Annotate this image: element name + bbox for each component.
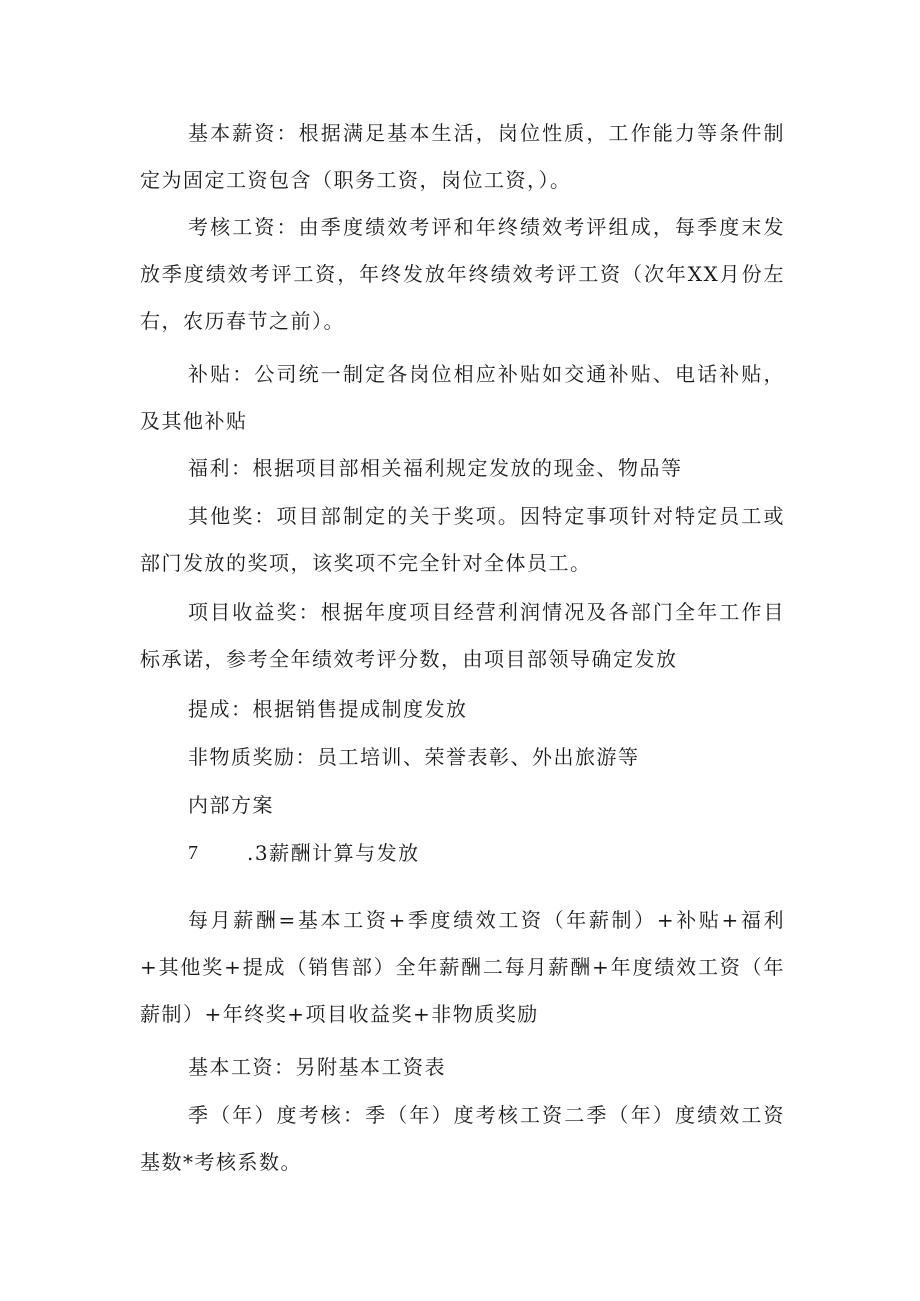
paragraph-commission: 提成：根据销售提成制度发放: [188, 697, 468, 721]
section-title: .3薪酬计算与发放: [247, 841, 420, 865]
paragraph-assessment-salary: 考核工资：由季度绩效考评和年终绩效考评组成，每季度末发放季度绩效考评工资，年终发放年终绩效考评工资（次年XX月份左右，农历春节之前）。: [140, 215, 785, 333]
paragraph-non-material-rewards: 非物质奖励：员工培训、荣誉表彰、外出旅游等: [188, 745, 640, 769]
paragraph-welfare: 福利：根据项目部相关福利规定发放的现金、物品等: [188, 456, 683, 480]
paragraph-other-awards: 其他奖：项目部制定的关于奖项。因特定事项针对特定员工或部门发放的奖项，该奖项不完全针对全体员工。: [140, 504, 785, 575]
paragraph-basic-salary: 基本薪资：根据满足基本生活，岗位性质，工作能力等条件制定为固定工资包含（职务工资，岗位工资，）。: [140, 121, 785, 192]
paragraph-quarterly-assessment: 季（年）度考核：季（年）度考核工资二季（年）度绩效工资基数*考核系数。: [140, 1103, 785, 1174]
section-number: 7: [188, 842, 200, 864]
paragraph-basic-wage-table: 基本工资：另附基本工资表: [188, 1055, 446, 1079]
paragraph-internal-plan: 内部方案: [188, 793, 274, 817]
paragraph-allowance: 补贴：公司统一制定各岗位相应补贴如交通补贴、电话补贴，及其他补贴: [140, 362, 785, 433]
paragraph-project-profit-award: 项目收益奖：根据年度项目经营利润情况及各部门全年工作目标承诺，参考全年绩效考评分数，由项目部领导确定发放: [140, 600, 785, 671]
paragraph-salary-formula: 每月薪酬=基本工资+季度绩效工资（年薪制）+补贴+福利+其他奖+提成（销售部）全年薪酬二每月薪酬+年度绩效工资（年薪制）+年终奖+项目收益奖+非物质奖励: [140, 908, 785, 1026]
